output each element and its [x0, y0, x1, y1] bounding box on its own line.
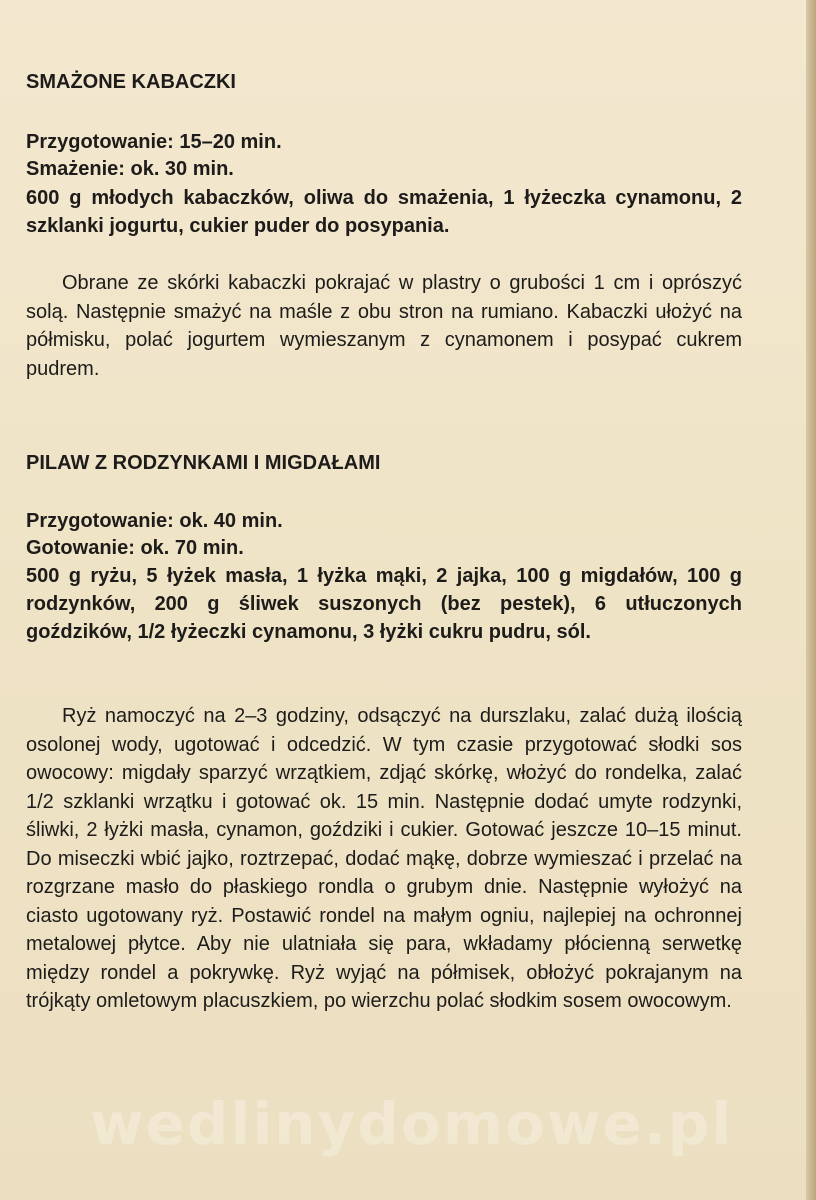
page-edge	[806, 0, 816, 1200]
ingredients-list: 600 g młodych kabaczków, oliwa do smażenia, 1 łyżeczka cynamonu, 2 szklanki jogurtu, cukier puder do posypania.	[26, 187, 742, 237]
cook-time: Gotowanie: ok. 70 min.	[26, 537, 244, 559]
recipe-title: PILAW Z RODZYNKAMI I MIGDAŁAMI	[26, 452, 381, 474]
cook-time: Smażenie: ok. 30 min.	[26, 158, 234, 180]
prep-time: Przygotowanie: 15–20 min.	[26, 131, 282, 153]
watermark: wedlinydomowe.pl	[90, 1090, 734, 1158]
prep-time: Przygotowanie: ok. 40 min.	[26, 510, 283, 532]
instructions: Obrane ze skórki kabaczki pokrajać w plastry o grubości 1 cm i oprószyć solą. Następnie smażyć na maśle z obu stron na rumiano. Kabaczki ułożyć na półmisku, polać jogurtem wymieszanym z cynamonem i posypać cukrem pudrem.	[26, 272, 742, 380]
instructions: Ryż namoczyć na 2–3 godziny, odsączyć na durszlaku, zalać dużą ilością osolonej wody, ugotować i odcedzić. W tym czasie przygotować słodki sos owocowy: migdały sparzyć wrzątkiem, zdjąć skórkę, włożyć do rondelka, zalać 1/2 szklanki wrzątku i gotować ok. 15 min. Następnie dodać umyte rodzynki, śliwki, 2 łyżki masła, cynamon, goździki i cukier. Gotować jeszcze 10–15 minut. Do miseczki wbić jajko, roztrzepać, dodać mąkę, dobrze wymieszać i przelać na rozgrzane masło do płaskiego rondla o grubym dnie. Następnie wyłożyć na ciasto ugotowany ryż. Postawić rondel na małym ogniu, najlepiej na ochronnej metalowej płytce. Aby nie ulatniała się para, wkładamy płócienną serwetkę między rondel a pokrywkę. Ryż wyjąć na półmisek, obłożyć pokrajanym na trójkąty omletowym placuszkiem, po wierzchu polać słodkim sosem owocowym.	[26, 705, 742, 1012]
recipe-title: SMAŻONE KABACZKI	[26, 71, 236, 93]
ingredients-list: 500 g ryżu, 5 łyżek masła, 1 łyżka mąki, 2 jajka, 100 g migdałów, 100 g rodzynków, 200 g śliwek suszonych (bez pestek), 6 utłuczonych goździków, 1/2 łyżeczki cynamonu, 3 łyżki cukru pudru, sól.	[26, 565, 742, 643]
